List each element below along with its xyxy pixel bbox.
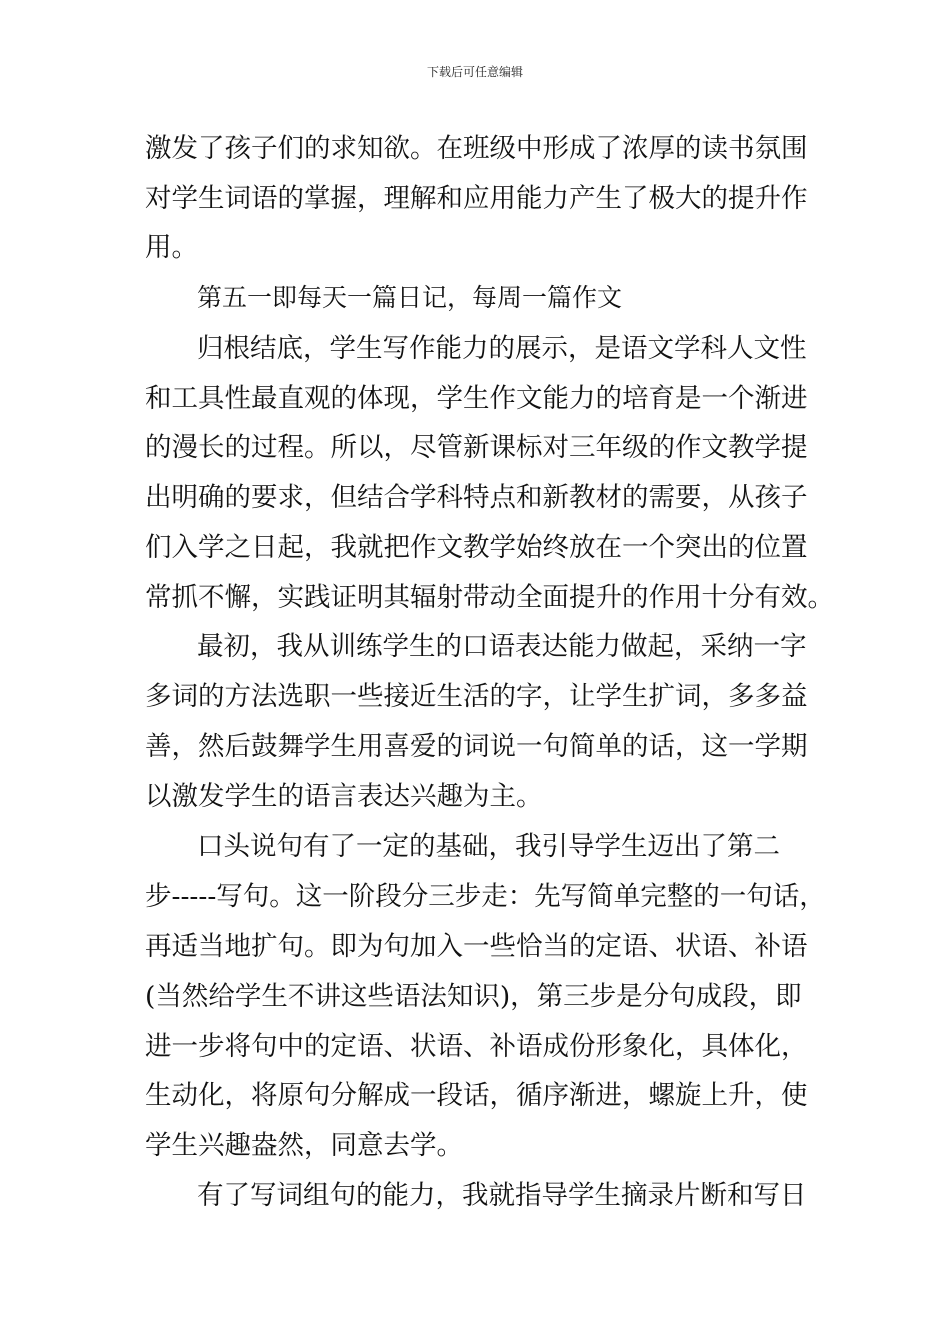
header-note: 下载后可任意编辑 bbox=[426, 65, 523, 79]
text-line: 口头说句有了一定的基础，我引导学生迈出了第二 bbox=[197, 831, 780, 862]
text-line: 善，然后鼓舞学生用喜爱的词说一句简单的话，这一学期 bbox=[145, 731, 808, 762]
text-line: 再适当地扩句。即为句加入一些恰当的定语、状语、补语 bbox=[145, 931, 808, 962]
text-line: (当然给学生不讲这些语法知识)，第三步是分句成段，即 bbox=[145, 981, 802, 1012]
text-line: 进一步将句中的定语、状语、补语成份形象化，具体化， bbox=[145, 1031, 808, 1062]
section-heading: 第五一即每天一篇日记，每周一篇作文 bbox=[197, 283, 623, 312]
text-line: 有了写词组句的能力，我就指导学生摘录片断和写日 bbox=[197, 1180, 807, 1211]
text-line: 学生兴趣盎然，同意去学。 bbox=[145, 1130, 463, 1161]
text-line: 多词的方法选职一些接近生活的字，让学生扩词，多多益 bbox=[145, 681, 808, 712]
text-line: 常抓不懈，实践证明其辐射带动全面提升的作用十分有效。 bbox=[145, 582, 834, 613]
text-line: 的漫长的过程。所以，尽管新课标对三年级的作文教学提 bbox=[145, 432, 808, 463]
text-line: 用。 bbox=[145, 232, 198, 263]
text-line: 激发了孩子们的求知欲。在班级中形成了浓厚的读书氛围 bbox=[145, 133, 808, 164]
text-line: 步-----写句。这一阶段分三步走：先写简单完整的一句话， bbox=[145, 881, 826, 912]
text-line: 归根结底，学生写作能力的展示，是语文学科人文性 bbox=[197, 333, 807, 364]
text-line: 和工具性最直观的体现，学生作文能力的培育是一个渐进 bbox=[145, 383, 808, 414]
text-line: 们入学之日起，我就把作文教学始终放在一个突出的位置 bbox=[145, 532, 808, 563]
text-line: 出明确的要求，但结合学科特点和新教材的需要，从孩子 bbox=[145, 482, 808, 513]
text-line: 以激发学生的语言表达兴趣为主。 bbox=[145, 781, 543, 812]
text-line: 最初，我从训练学生的口语表达能力做起，采纳一字 bbox=[197, 631, 807, 662]
text-line: 生动化，将原句分解成一段话，循序渐进，螺旋上升，使 bbox=[145, 1080, 808, 1111]
text-line: 对学生词语的掌握，理解和应用能力产生了极大的提升作 bbox=[145, 183, 808, 214]
